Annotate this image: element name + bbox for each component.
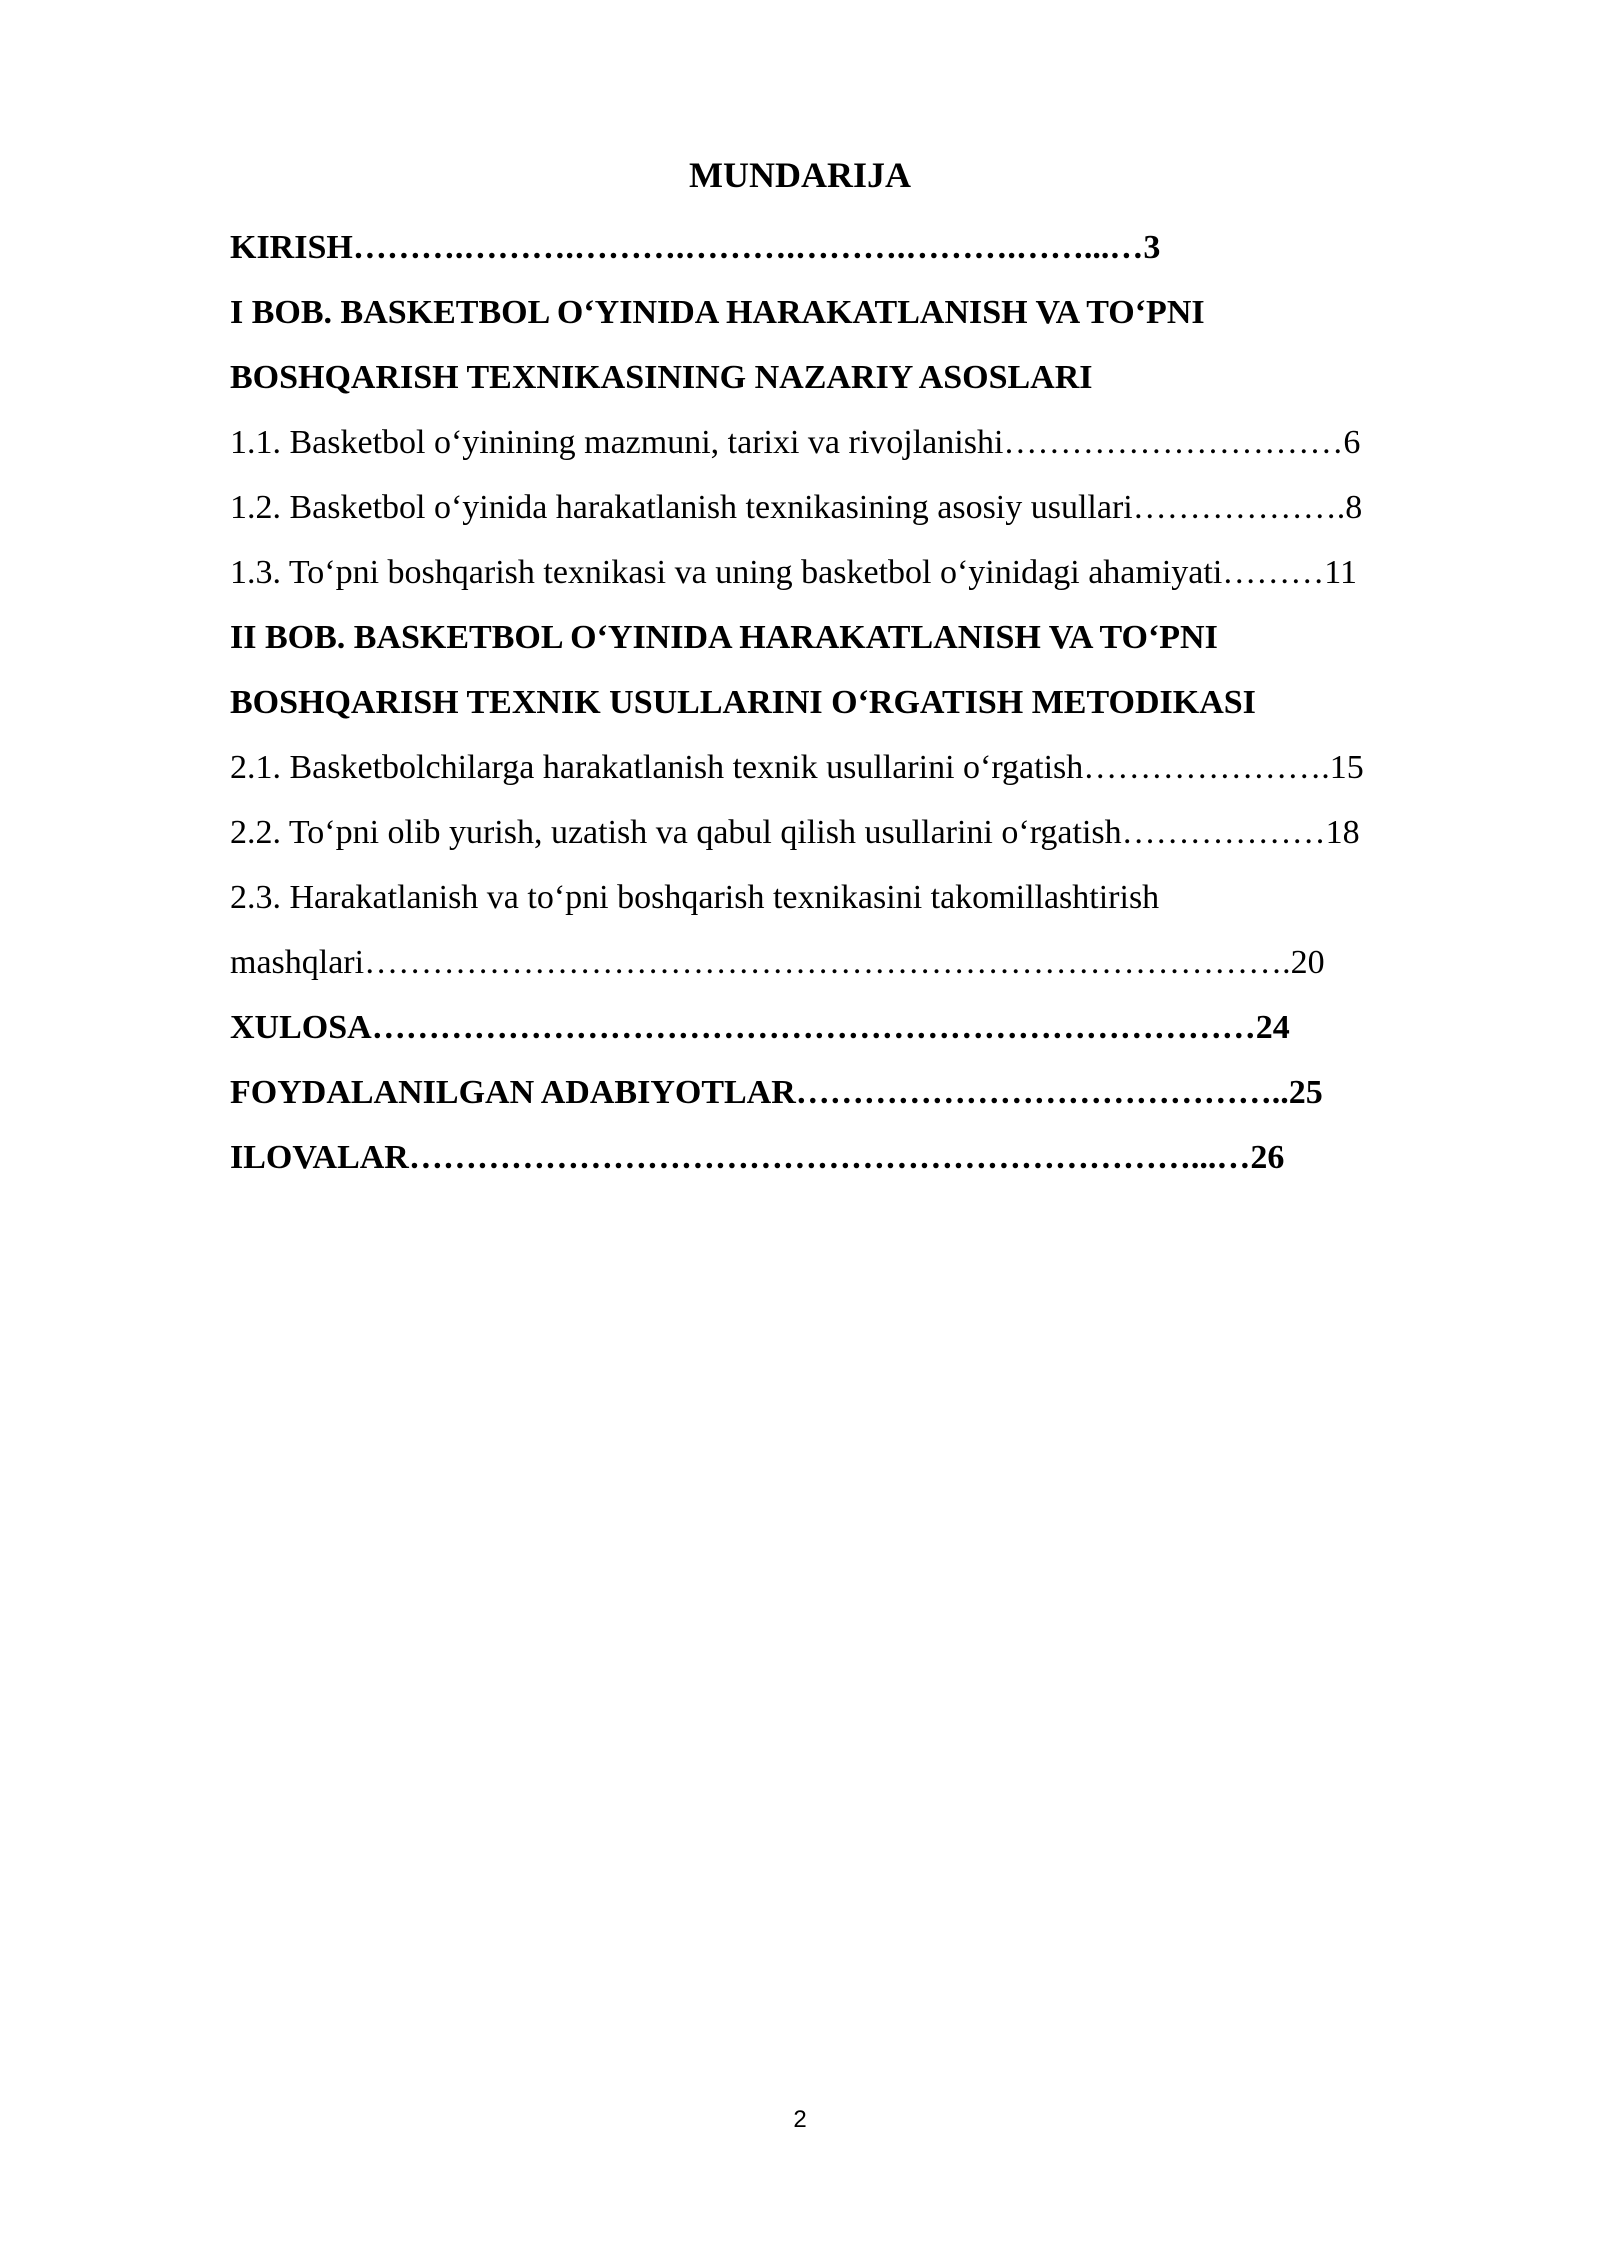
toc-entry-leader: ………………………………………………………………………. [364,944,1291,981]
toc-entry-page: 3 [1143,229,1161,266]
toc-entry [230,1060,1495,1125]
toc-entry-page: 8 [1345,489,1363,526]
toc-entry [230,995,1495,1060]
toc-entry-title: 1.3. To‘pni boshqarish texnikasi va uning basketbol o‘yinidagi ahamiyati [230,554,1223,591]
toc-entry [230,540,1495,605]
toc-entry-leader: …………………. [1083,749,1330,786]
toc-entry-title: mashqlari [230,944,365,981]
toc-entry-page: 6 [1343,424,1361,461]
toc-entry [230,800,1495,865]
toc-entry-leader: …………………………………………………………………… [371,1009,1256,1046]
toc-entry [230,345,1495,410]
toc-entry-page: 11 [1324,554,1358,591]
toc-entry [230,215,1495,280]
page-number: 2 [793,2106,807,2133]
toc-entry-page: 25 [1288,1074,1323,1111]
toc-entry-leader: …………………………………….. [795,1074,1289,1111]
toc-entry-title: KIRISH [230,229,353,266]
toc-entry [230,280,1495,345]
toc-entry [230,475,1495,540]
toc-entry-leader: ……… [1222,554,1325,591]
toc-entry-leader: ………………. [1132,489,1346,526]
toc-entry-page: 15 [1329,749,1364,786]
toc-entry-title: BOSHQARISH TEXNIK USULLARINI O‘RGATISH METODIKASI [230,684,1256,721]
toc-entry-leader: ……….……….……….……….……….……….……...… [352,229,1144,266]
toc-entry-page: 20 [1290,944,1325,981]
toc-entry [230,670,1495,735]
toc-entry [230,410,1495,475]
toc-entry-leader: ………………………… [1003,424,1344,461]
toc-entry [230,865,1495,930]
toc-entry-title: BOSHQARISH TEXNIKASINING NAZARIY ASOSLARI [230,359,1093,396]
toc-entry-leader: ……………… [1121,814,1326,851]
toc-entry-title: 1.1. Basketbol o‘yinining mazmuni, tarixi va rivojlanishi [230,424,1004,461]
page-title: MUNDARIJA [689,155,911,195]
table-of-contents [230,215,1495,1190]
toc-entry-page: 18 [1325,814,1360,851]
toc-entry-page: 24 [1255,1009,1290,1046]
toc-entry [230,735,1495,800]
toc-entry-page: 26 [1250,1139,1285,1176]
toc-entry-leader: ……………………………………………………………...… [408,1139,1251,1176]
toc-entry-title: II BOB. BASKETBOL O‘YINIDA HARAKATLANISH VA TO‘PNI [230,619,1218,656]
toc-entry-title: ILOVALAR [230,1139,409,1176]
toc-entry-title: I BOB. BASKETBOL O‘YINIDA HARAKATLANISH VA TO‘PNI [230,294,1205,331]
toc-entry-title: 2.2. To‘pni olib yurish, uzatish va qabul qilish usullarini o‘rgatish [230,814,1122,851]
toc-entry [230,1125,1495,1190]
toc-entry [230,930,1495,995]
toc-entry-title: 2.3. Harakatlanish va to‘pni boshqarish texnikasini takomillashtirish [230,879,1160,916]
toc-entry-title: FOYDALANILGAN ADABIYOTLAR [230,1074,796,1111]
toc-entry-title: XULOSA [230,1009,372,1046]
toc-entry [230,605,1495,670]
toc-entry-title: 2.1. Basketbolchilarga harakatlanish texnik usullarini o‘rgatish [230,749,1084,786]
toc-entry-title: 1.2. Basketbol o‘yinida harakatlanish texnikasining asosiy usullari [230,489,1133,526]
